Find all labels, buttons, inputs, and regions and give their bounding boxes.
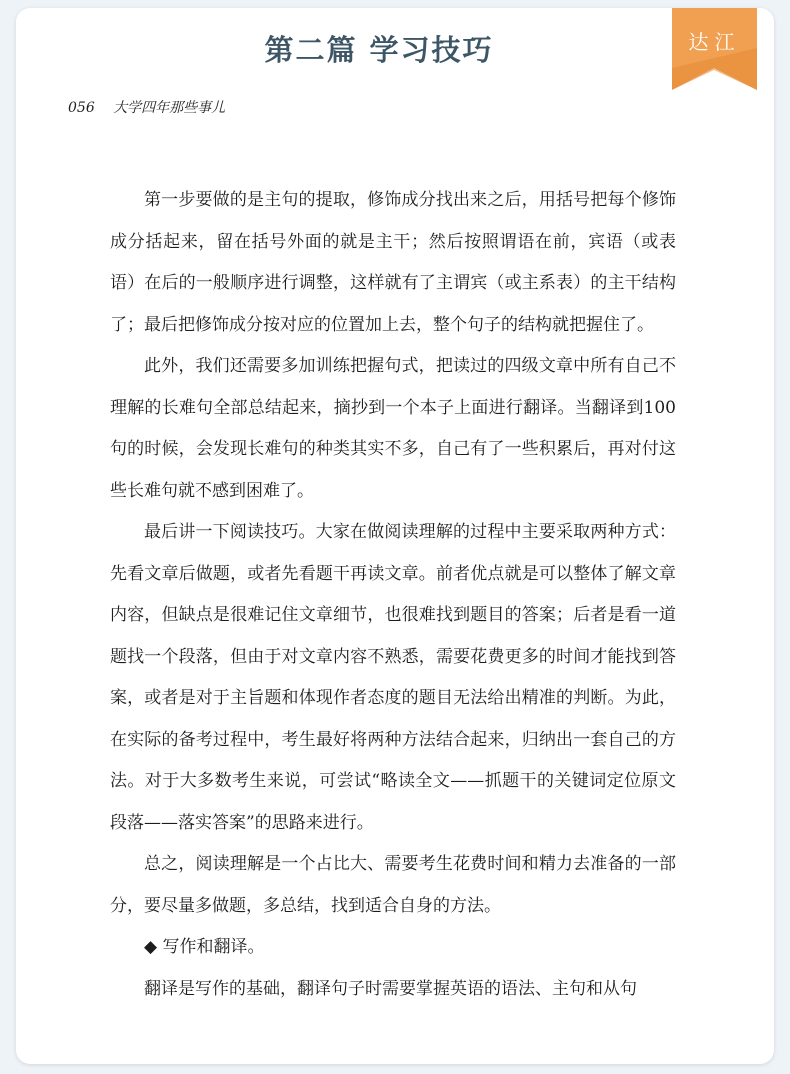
- running-head-title: 大学四年那些事儿: [113, 100, 226, 116]
- paragraph: 第一步要做的是主句的提取，修饰成分找出来之后，用括号把每个修饰成分括起来，留在括号外面的就是主干；然后按照谓语在前，宾语（或表语）在后的一般顺序进行调整，这样就有了主谓宾（或主系表）的主干结构了；最后把修饰成分按对应的位置加上去，整个句子的结构就把握住了。: [110, 190, 676, 335]
- page-number: 056: [68, 100, 95, 116]
- corner-badge: [672, 8, 757, 90]
- paragraph: 总之，阅读理解是一个占比大、需要考生花费时间和精力去准备的一部分，要尽量多做题，多总结，找到适合自身的方法。: [110, 854, 676, 916]
- paragraph: 最后讲一下阅读技巧。大家在做阅读理解的过程中主要采取两种方式：先看文章后做题，或者先看题干再读文章。前者优点就是可以整体了解文章内容，但缺点是很难记住文章细节，也很难找到题目的答案；后者是看一道题找一个段落，但由于对文章内容不熟悉，需要花费更多的时间才能找到答案，或者是对于主旨题和体现作者态度的题目无法给出精准的判断。为此，在实际的备考过程中，考生最好将两种方法结合起来，归纳出一套自己的方法。对于大多数考生来说，可尝试“略读全文——抓题干的关键词定位原文段落——落实答案”的思路来进行。: [110, 522, 676, 833]
- paragraph: 此外，我们还需要多加训练把握句式，把读过的四级文章中所有自己不理解的长难句全部总结起来，摘抄到一个本子上面进行翻译。当翻译到100句的时候，会发现长难句的种类其实不多，自己有了一些积累后，再对付这些长难句就不感到困难了。: [110, 356, 676, 501]
- running-header: [68, 97, 225, 117]
- badge-label: 达江: [688, 30, 741, 54]
- section-title: 第二篇 学习技巧: [264, 33, 494, 67]
- bullet-heading: ◆ 写作和翻译。: [144, 937, 265, 957]
- article-body: [110, 180, 676, 1010]
- paragraph: 翻译是写作的基础，翻译句子时需要掌握英语的语法、主句和从句: [144, 978, 637, 999]
